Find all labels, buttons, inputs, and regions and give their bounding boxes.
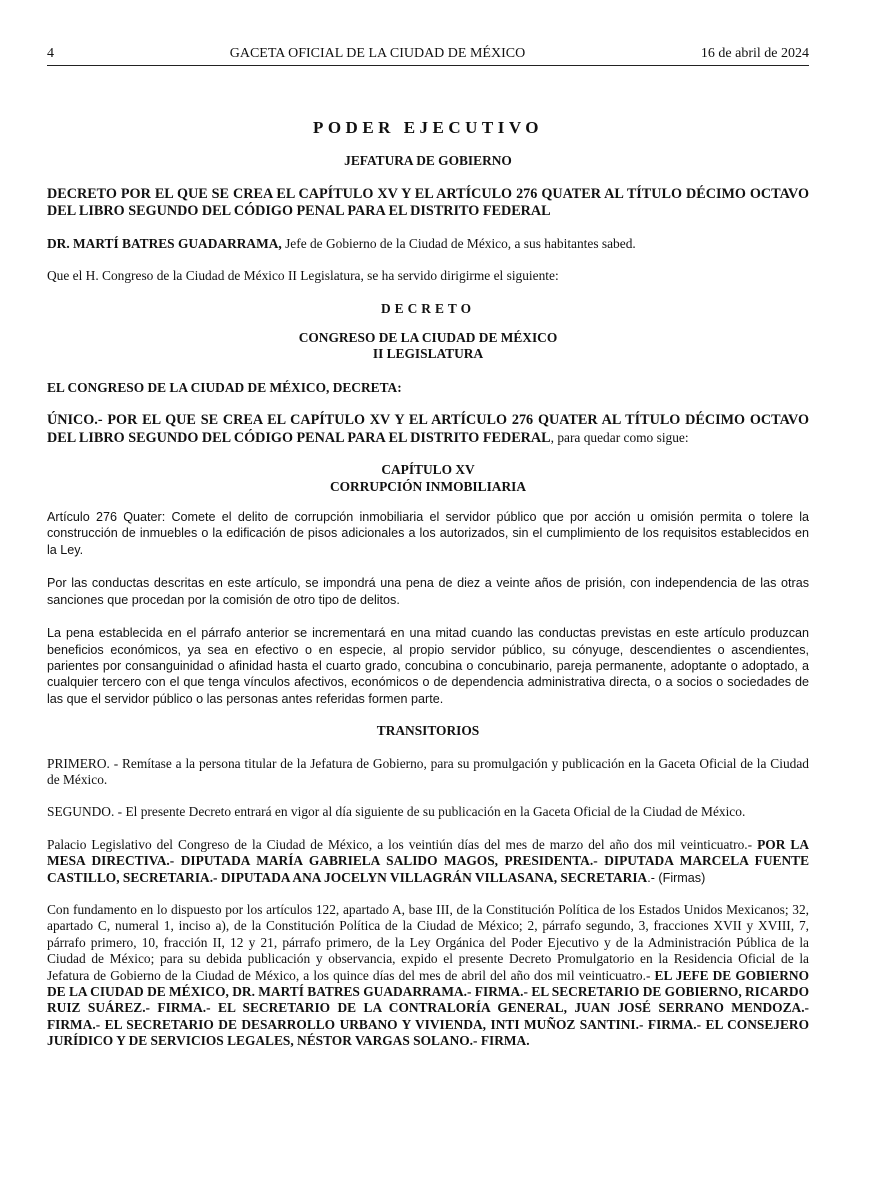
unico-bold: ÚNICO.- POR EL QUE SE CREA EL CAPÍTULO XV Y EL ARTÍCULO 276 QUATER AL TÍTULO DÉCIMO OCTAVO DEL LIBRO SEGUNDO DEL CÓDIGO PENAL PARA EL DISTRITO FEDERAL bbox=[47, 412, 809, 447]
unico-paragraph bbox=[47, 412, 809, 447]
page-header bbox=[47, 46, 809, 66]
intro-text: Jefe de Gobierno de la Ciudad de México, a sus habitantes sabed. bbox=[281, 235, 636, 251]
decreto-heading: DECRETO bbox=[381, 300, 475, 316]
article-paragraph-2: Por las conductas descritas en este artículo, se impondrá una pena de diez a veinte años de prisión, con independencia de las otras sanciones que procedan por la comisión de otro tipo de delitos. bbox=[47, 576, 809, 607]
intro-name: DR. MARTÍ BATRES GUADARRAMA, bbox=[47, 235, 282, 251]
decreta-line: EL CONGRESO DE LA CIUDAD DE MÉXICO, DECRETA: bbox=[47, 379, 402, 395]
transitorios-heading: TRANSITORIOS bbox=[376, 723, 480, 739]
palacio-text: Palacio Legislativo del Congreso de la Ciudad de México, a los veintiún días del mes de marzo del año dos mil veinticuatro.- bbox=[47, 836, 753, 852]
intro-paragraph bbox=[47, 236, 809, 252]
publication-date: 16 de abril de 2024 bbox=[700, 46, 809, 61]
fundamento-text: Con fundamento en lo dispuesto por los artículos 122, apartado A, base III, de la Constitución Política de los Estados Unidos Mexicanos; 32, apartado C, numeral 1, inciso a), de la Constitución Política de la Ciudad de México; 2, párrafo segundo, 3, fracciones XVII y XVIII, 7, párrafo primero, 10, fracción II, 12 y 21, párrafo primero, de la Ley Orgánica del Poder Ejecutivo y de la Administración Pública de la Ciudad de México; para su debida publicación y observancia, expido el presente Decreto Promulgatorio en la Residencia Oficial de la Jefatura de Gobierno de la Ciudad de México, a los quince días del mes de abril del año dos mil veinticuatro.- bbox=[47, 901, 809, 983]
fundamento-paragraph bbox=[47, 902, 809, 1050]
palacio-firmas: .- (Firmas) bbox=[647, 870, 706, 885]
congreso-heading-1: CONGRESO DE LA CIUDAD DE MÉXICO bbox=[298, 330, 558, 346]
chapter-title: CORRUPCIÓN INMOBILIARIA bbox=[329, 478, 527, 494]
document-body bbox=[47, 120, 809, 1050]
congress-line: Que el H. Congreso de la Ciudad de México II Legislatura, se ha servido dirigirme el siguiente: bbox=[47, 268, 559, 284]
fundamento-signatories: EL JEFE DE GOBIERNO DE LA CIUDAD DE MÉXICO, DR. MARTÍ BATRES GUADARRAMA.- FIRMA.- EL SECRETARIO DE GOBIERNO, RICARDO RUIZ SUÁREZ.- FIRMA.- EL SECRETARIO DE LA CONTRALORÍA GENERAL, JUAN JOSÉ SERRANO MENDOZA.- FIRMA.- EL SECRETARIO DE DESARROLLO URBANO Y VIVIENDA, INTI MUÑOZ SANTINI.- FIRMA.- EL CONSEJERO JURÍDICO Y DE SERVICIOS LEGALES, NÉSTOR VARGAS SOLANO.- FIRMA. bbox=[47, 967, 809, 1049]
article-paragraph-1: Artículo 276 Quater: Comete el delito de corrupción inmobiliaria el servidor público que por acción u omisión permita o tolere la construcción de inmuebles o la edificación de pisos adicionales a los autorizados, sin el cumplimiento de los requisitos establecidos en la Ley. bbox=[47, 510, 809, 557]
subsection-title: JEFATURA DE GOBIERNO bbox=[344, 153, 512, 169]
transitorio-primero: PRIMERO. - Remítase a la persona titular de la Jefatura de Gobierno, para su promulgación y publicación en la Gaceta Oficial de la Ciudad de México. bbox=[47, 755, 809, 787]
article-paragraph-3: La pena establecida en el párrafo anterior se incrementará en una mitad cuando las conductas previstas en este artículo produzcan beneficios económicos, ya sea en efectivo o en especie, al propio servidor público, su cónyuge, descendientes o ascendientes, parientes por consanguinidad o afinidad hasta el cuarto grado, concubina o concubinario, pareja permanente, adoptante o adoptado, a cualquier tercero con el que tenga vínculos afectivos, económicos o de dependencia administrativa directa, o a socios o sociedades de las que el servidor público o las personas antes referidas formen parte. bbox=[47, 626, 809, 706]
transitorio-segundo: SEGUNDO. - El presente Decreto entrará en vigor al día siguiente de su publicación en la Gaceta Oficial de la Ciudad de México. bbox=[47, 804, 746, 820]
gazette-title: GACETA OFICIAL DE LA CIUDAD DE MÉXICO bbox=[229, 46, 526, 61]
section-title: PODER EJECUTIVO bbox=[312, 118, 544, 137]
chapter-number: CAPÍTULO XV bbox=[381, 462, 475, 478]
congreso-heading-2: II LEGISLATURA bbox=[372, 346, 484, 362]
decree-title: DECRETO POR EL QUE SE CREA EL CAPÍTULO XV Y EL ARTÍCULO 276 QUATER AL TÍTULO DÉCIMO OCTAVO DEL LIBRO SEGUNDO DEL CÓDIGO PENAL PARA EL DISTRITO FEDERAL bbox=[47, 185, 809, 219]
unico-rest: , para quedar como sigue: bbox=[550, 430, 689, 446]
palacio-paragraph bbox=[47, 837, 809, 886]
page-number: 4 bbox=[47, 46, 54, 61]
palacio-signatories: POR LA MESA DIRECTIVA.- DIPUTADA MARÍA GABRIELA SALIDO MAGOS, PRESIDENTA.- DIPUTADA MARCELA FUENTE CASTILLO, SECRETARIA.- DIPUTADA ANA JOCELYN VILLAGRÁN VILLASANA, SECRETARIA bbox=[47, 836, 809, 885]
